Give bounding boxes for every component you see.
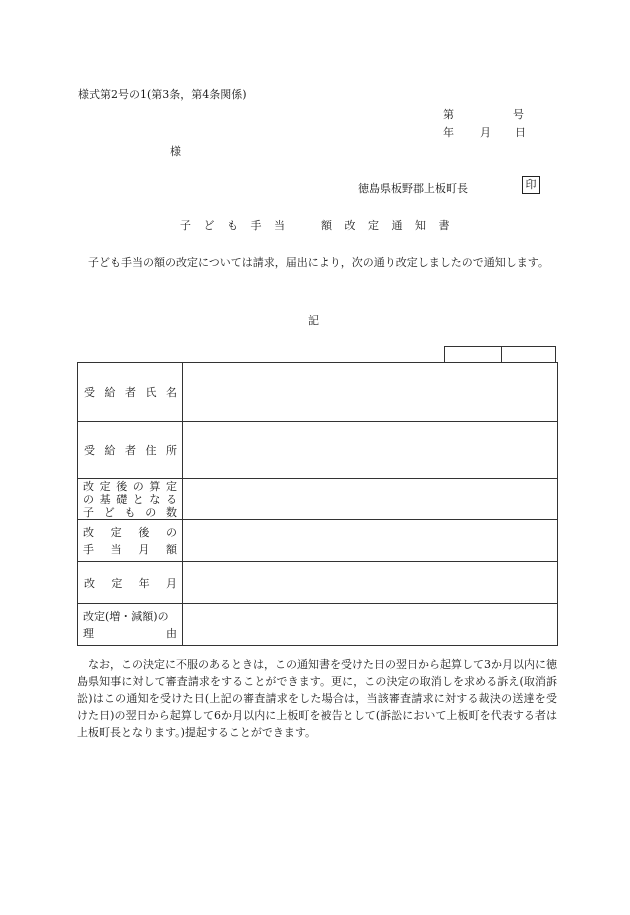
issue-number — [0, 106, 630, 120]
label-line: 理 由 — [83, 626, 177, 640]
label-line: 改定(増・減額)の — [83, 609, 169, 623]
date-day: 日 — [515, 126, 526, 139]
label-text: 受 給 者 住 所 — [84, 444, 177, 457]
table-row — [78, 479, 558, 520]
addressee-honorific: 様 — [170, 145, 181, 158]
value-recipient-name[interactable] — [183, 363, 558, 422]
value-monthly-allowance[interactable] — [183, 520, 558, 562]
document-title: 子ども手当 額改定通知書 — [180, 219, 462, 232]
details-table — [77, 362, 558, 646]
label-text: 受 給 者 氏 名 — [84, 386, 177, 399]
reference-box — [444, 346, 556, 362]
value-children-count[interactable] — [183, 479, 558, 520]
label-line: 改 定 後 の — [83, 525, 177, 539]
label-line: 改 定 後 の 算 定 — [83, 479, 177, 493]
label-text: 改 定 年 月 — [84, 576, 177, 590]
table-row — [78, 422, 558, 479]
table-row — [78, 604, 558, 646]
label-monthly-allowance — [78, 520, 183, 562]
reference-cell-2 — [501, 347, 557, 362]
table-row — [78, 520, 558, 562]
value-revision-date[interactable] — [183, 562, 558, 604]
number-prefix: 第 — [443, 108, 454, 121]
table-row — [78, 363, 558, 422]
reference-cell-1 — [445, 347, 502, 362]
label-line: の 基 礎 と な る — [83, 492, 177, 506]
form-number: 様式第2号の1(第3条，第4条関係) — [78, 88, 247, 101]
value-revision-reason[interactable] — [183, 604, 558, 646]
seal-mark: 印 — [522, 176, 540, 194]
issuer-name: 徳島県板野郡上板町長 — [358, 182, 468, 195]
value-recipient-address[interactable] — [183, 422, 558, 479]
label-children-count — [78, 479, 183, 520]
appeal-notice: なお，この決定に不服のあるときは，この通知書を受けた日の翌日から起算して3か月以内に徳島県知事に対して審査請求をすることができます。更に，この決定の取消しを求める訴え(取消訴訟)はこの通知を受けた日(上記の審査請求をした場合は，当該審査請求に対する裁決の送達を受けた日)の翌日から起算して6か月以内に上板町を被告として(訴訟において上板町を代表する者は上板町長となります。)提起することができます。 — [77, 658, 557, 739]
label-recipient-name — [78, 363, 183, 422]
label-revision-date — [78, 562, 183, 604]
label-recipient-address — [78, 422, 183, 479]
table-row — [78, 562, 558, 604]
label-revision-reason — [78, 604, 183, 646]
ki-marker: 記 — [308, 314, 319, 327]
issue-date — [0, 124, 630, 138]
date-month: 月 — [480, 126, 491, 139]
intro-paragraph: 子ども手当の額の改定については請求，届出により，次の通り改定しましたので通知します。 — [88, 256, 549, 269]
date-year: 年 — [443, 126, 454, 139]
label-line: 手 当 月 額 — [83, 542, 177, 556]
label-line: 子 ど も の 数 — [83, 505, 177, 519]
number-suffix: 号 — [513, 108, 524, 121]
